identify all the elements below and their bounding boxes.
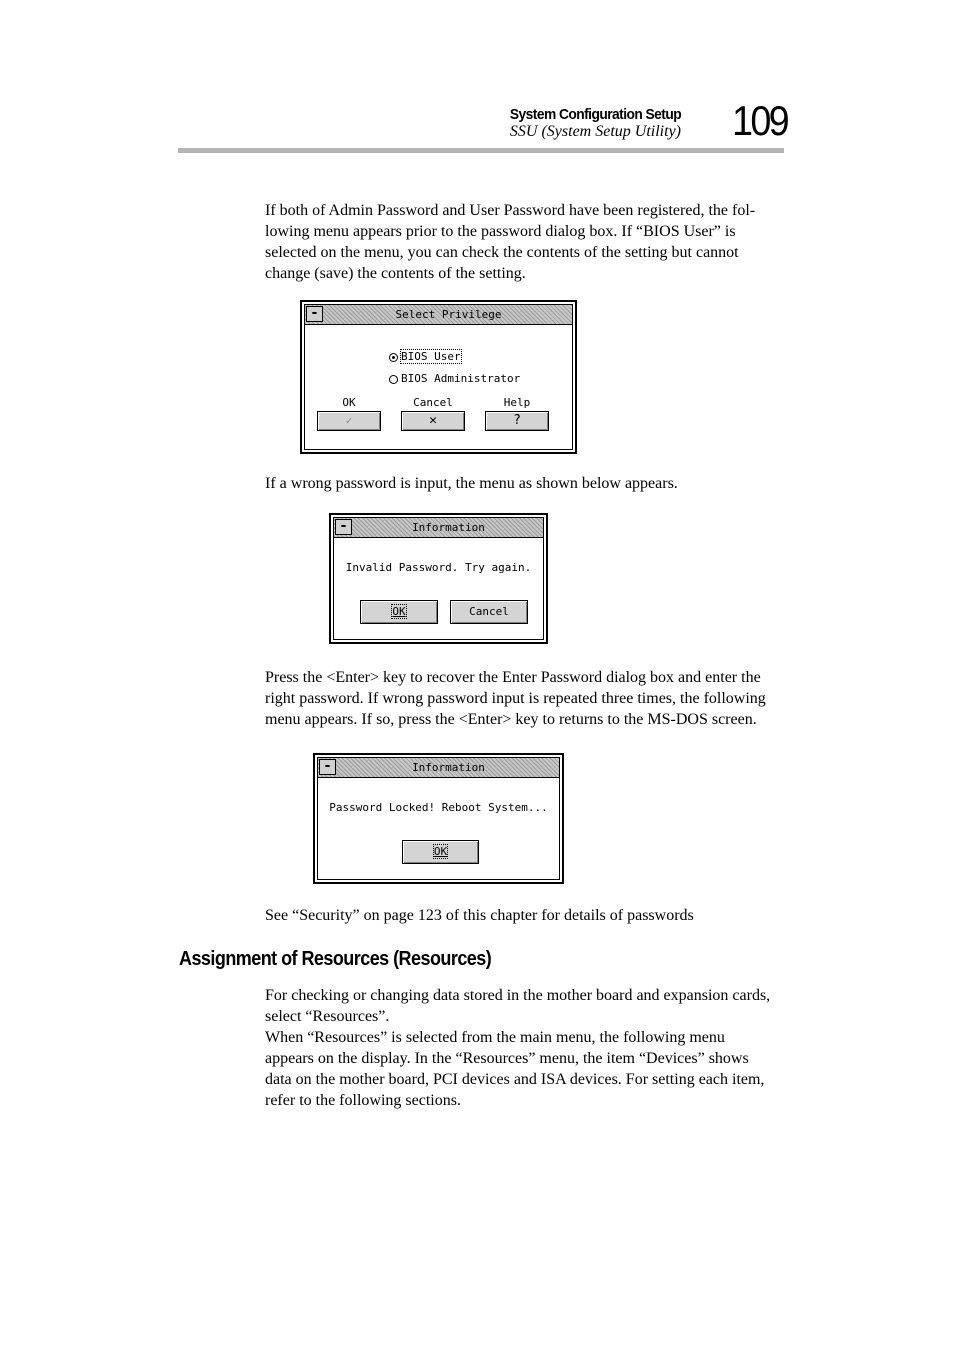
dialog-message: Password Locked! Reboot System... — [329, 801, 548, 814]
option-bios-user-label[interactable]: BIOS User — [401, 350, 461, 363]
paragraph-enter-key — [265, 667, 785, 730]
radio-bios-user[interactable] — [389, 353, 398, 362]
running-header-subtitle: SSU (System Setup Utility) — [509, 123, 681, 140]
text-line: data on the mother board, PCI devices and ISA devices. For setting each item, — [265, 1071, 765, 1088]
text-line: right password. If wrong password input is repeated three times, the following — [265, 690, 766, 707]
text-line: select “Resources”. — [265, 1008, 390, 1025]
dialog-title: Select Privilege — [395, 308, 502, 321]
text-line: If both of Admin Password and User Password have been registered, the fol- — [265, 202, 756, 219]
ok-button[interactable]: ✓ — [317, 411, 381, 431]
dialog-frame — [333, 517, 544, 640]
text-line: Press the <Enter> key to recover the Enter Password dialog box and enter the — [265, 669, 761, 686]
text-line: lowing menu appears prior to the password dialog box. If “BIOS User” is — [265, 223, 736, 240]
paragraph-see-security — [265, 905, 785, 926]
text-line: refer to the following sections. — [265, 1092, 461, 1109]
help-button[interactable]: ? — [485, 411, 549, 431]
dialog-frame — [317, 757, 560, 880]
text-line: When “Resources” is selected from the main menu, the following menu — [265, 1029, 725, 1046]
help-button-label: Help — [503, 396, 531, 409]
cancel-button[interactable] — [450, 600, 528, 624]
cancel-button[interactable]: ✕ — [401, 411, 465, 431]
system-menu-button[interactable]: - — [335, 519, 352, 535]
system-menu-button[interactable]: - — [306, 306, 323, 322]
running-header-title: System Configuration Setup — [509, 106, 681, 123]
dialog-titlebar — [334, 518, 543, 538]
dialog-titlebar — [318, 758, 559, 778]
cancel-button-label: Cancel — [469, 605, 509, 618]
header-rule — [178, 148, 784, 153]
system-menu-button[interactable]: - — [319, 759, 336, 775]
ok-button[interactable] — [402, 840, 479, 864]
dialog-frame — [304, 304, 573, 450]
paragraph-wrong-password — [265, 473, 785, 494]
dialog-message: Invalid Password. Try again. — [345, 561, 532, 574]
text-line: See “Security” on page 123 of this chapter for details of passwords — [265, 907, 694, 924]
paragraph-resources — [265, 985, 785, 1111]
text-line: selected on the menu, you can check the contents of the setting but cannot — [265, 244, 739, 261]
page-number: 109 — [732, 97, 787, 144]
section-heading: Assignment of Resources (Resources) — [179, 948, 492, 970]
ok-button[interactable] — [360, 600, 438, 624]
cancel-button-label: Cancel — [413, 396, 453, 409]
password-locked-dialog — [313, 753, 564, 884]
ok-button-label: OK — [342, 396, 356, 409]
dialog-titlebar — [305, 305, 572, 325]
text-line: change (save) the contents of the setting. — [265, 265, 526, 282]
option-bios-administrator-label[interactable]: BIOS Administrator — [401, 372, 521, 385]
text-line: menu appears. If so, press the <Enter> key to returns to the MS-DOS screen. — [265, 711, 757, 728]
radio-bios-administrator[interactable] — [389, 375, 398, 384]
paragraph-intro — [265, 200, 785, 284]
text-line: appears on the display. In the “Resources” menu, the item “Devices” shows — [265, 1050, 749, 1067]
invalid-password-dialog — [329, 513, 548, 644]
text-line: For checking or changing data stored in the mother board and expansion cards, — [265, 987, 771, 1004]
select-privilege-dialog — [300, 300, 577, 454]
dialog-title: Information — [412, 521, 485, 534]
ok-button-label: OK — [392, 605, 406, 618]
dialog-title: Information — [412, 761, 485, 774]
text-line: If a wrong password is input, the menu as shown below appears. — [265, 475, 678, 492]
ok-button-label: OK — [433, 845, 448, 858]
